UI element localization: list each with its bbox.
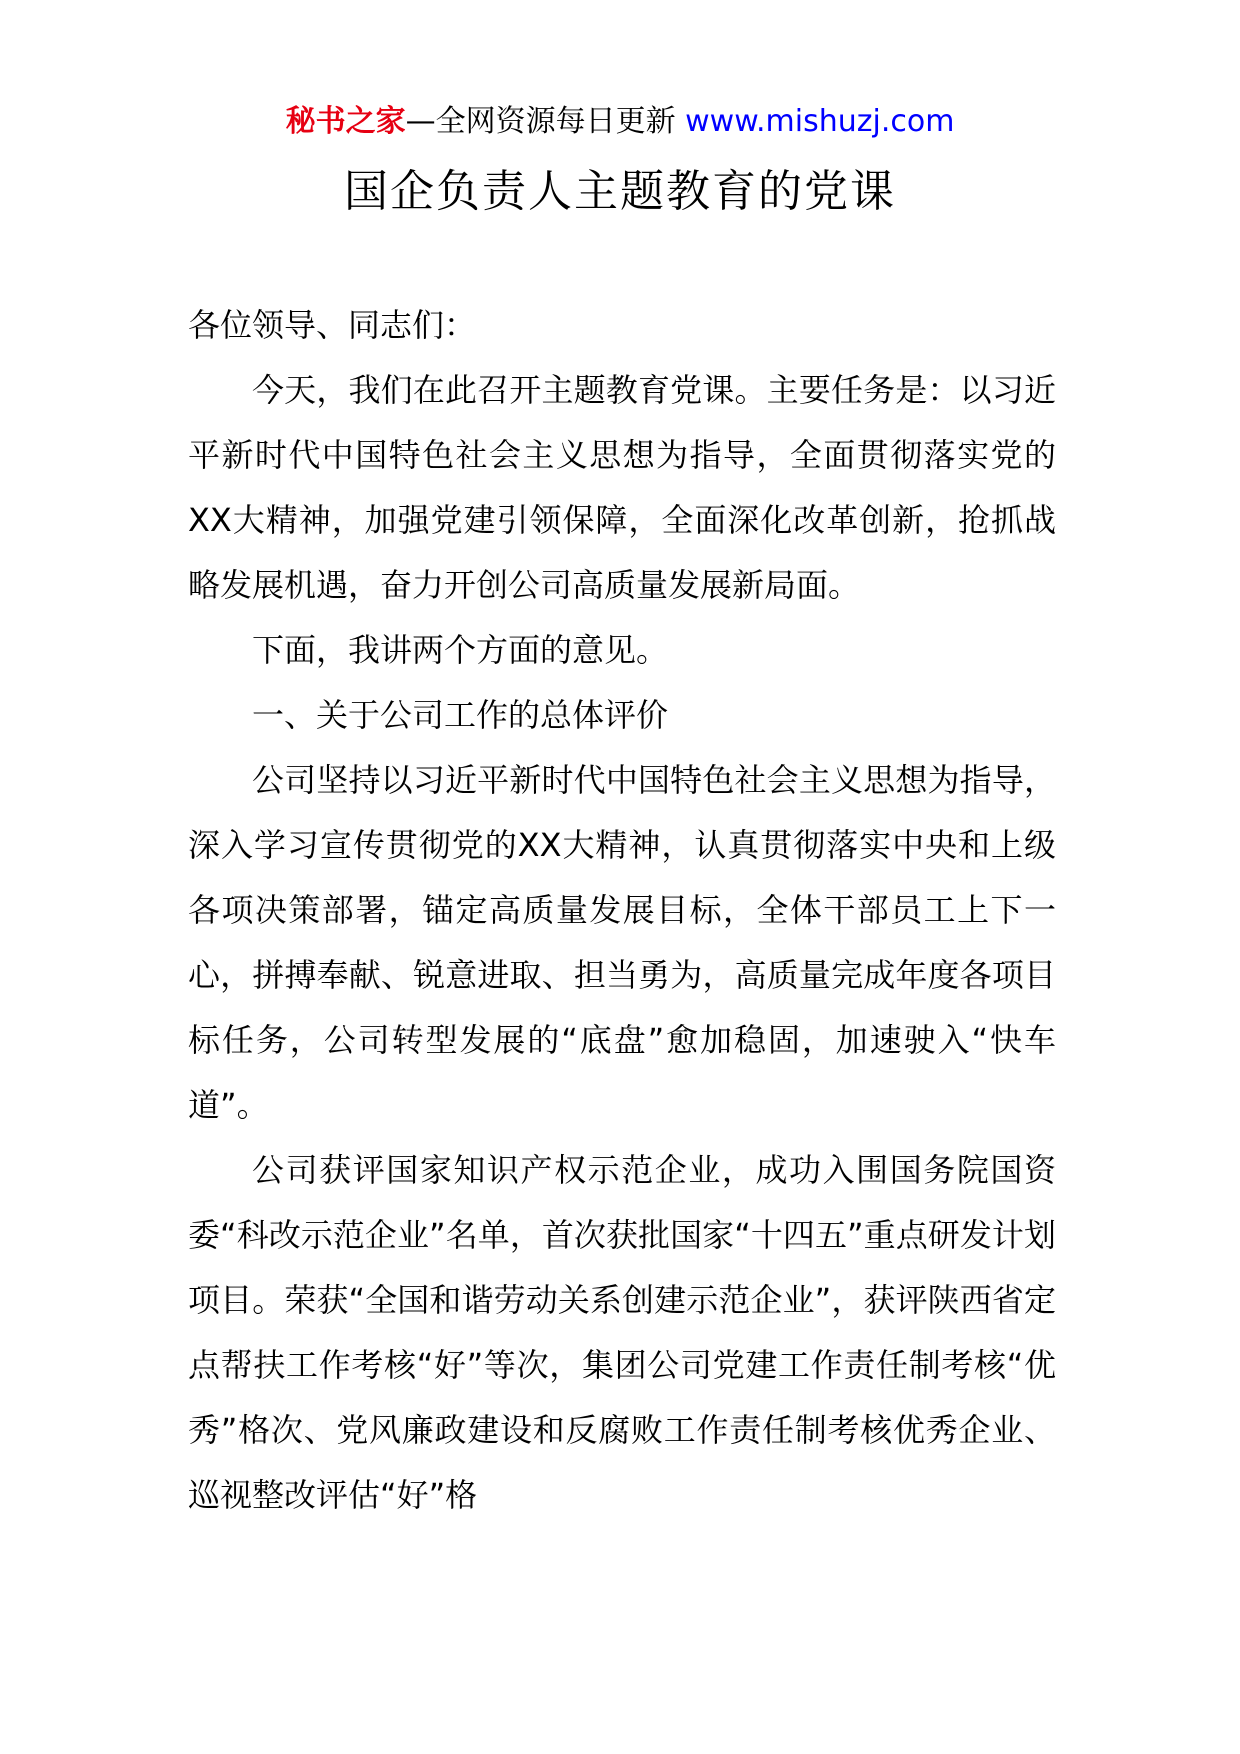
salutation: 各位领导、同志们： xyxy=(188,306,477,344)
paragraph: 公司坚持以习近平新时代中国特色社会主义思想为指导，深入学习宣传贯彻党的XX大精神，认真贯彻落实中央和上级各项决策部署，锚定高质量发展目标，全体干部员工上下一心，拼搏奉献、锐意进取、担当勇为，高质量完成年度各项目标任务，公司转型发展的“底盘”愈加稳固，加速驶入“快车道”。 xyxy=(188,761,1056,1124)
paragraph: 今天，我们在此召开主题教育党课。主要任务是：以习近平新时代中国特色社会主义思想为指导，全面贯彻落实党的XX大精神，加强党建引领保障，全面深化改革创新，抢抓战略发展机遇，奋力开创公司高质量发展新局面。 xyxy=(188,371,1056,604)
site-url: www.mishuzj.com xyxy=(685,104,955,139)
brand-name: 秘书之家 xyxy=(285,104,406,139)
document-title: 国企负责人主题教育的党课 xyxy=(344,166,896,217)
brand-slogan: —全网资源每日更新 xyxy=(405,104,686,139)
paragraph: 公司获评国家知识产权示范企业，成功入围国务院国资委“科改示范企业”名单，首次获批国家“十四五”重点研发计划项目。荣获“全国和谐劳动关系创建示范企业”，获评陕西省定点帮扶工作考核“好”等次，集团公司党建工作责任制考核“优秀”格次、党风廉政建设和反腐败工作责任制考核优秀企业、巡视整改评估“好”格 xyxy=(188,1151,1056,1514)
document-body xyxy=(188,293,1056,1528)
paragraph: 下面，我讲两个方面的意见。 xyxy=(252,631,669,669)
watermark-header xyxy=(0,102,1240,142)
section-heading: 一、关于公司工作的总体评价 xyxy=(252,696,669,734)
